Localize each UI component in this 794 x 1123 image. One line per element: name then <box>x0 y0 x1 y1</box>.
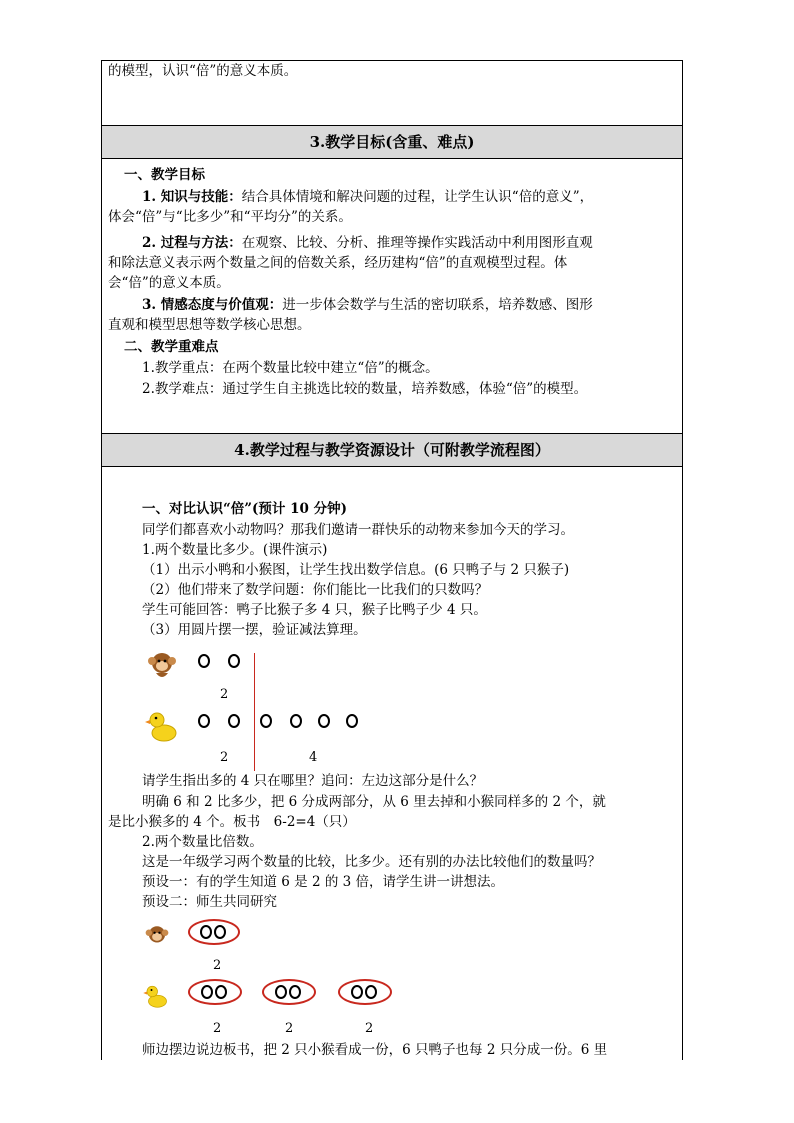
lesson-plan-table <box>101 60 683 1060</box>
duck-circle <box>198 714 210 728</box>
section4-header: 4.教学过程与教学资源设计（可附教学流程图） <box>102 433 682 467</box>
para-line: （3）用圆片摆一摆，验证减法算理。 <box>142 622 367 638</box>
goal3-line2: 直观和模型思想等数学核心思想。 <box>108 317 311 333</box>
para-line: 同学们都喜欢小动物吗？那我们邀请一群快乐的动物来参加今天的学习。 <box>142 522 574 538</box>
para-line: （2）他们带来了数学问题：你们能比一比我们的只数吗？ <box>142 582 489 598</box>
duck-circle <box>351 985 363 999</box>
monkey-circle <box>198 654 210 668</box>
goal1-line2: 体会“倍”与“比多少”和“平均分”的关系。 <box>108 209 352 225</box>
duck-circle <box>260 714 272 728</box>
duck-group-label: 2 <box>213 1021 222 1036</box>
goal2-line3: 会“倍”的意义本质。 <box>108 275 230 291</box>
duck-circle <box>290 714 302 728</box>
para-line: 师边摆边说边板书，把 2 只小猴看成一份，6 只鸭子也每 2 只分成一份。6 里 <box>142 1042 608 1058</box>
monkey-icon <box>144 923 170 949</box>
para-line: （1）出示小鸭和小猴图，让学生找出数学信息。(6 只鸭子与 2 只猴子) <box>142 562 570 578</box>
duck-circle <box>275 985 287 999</box>
goal3-line1: 3. 情感态度与价值观：进一步体会数学与生活的密切联系，培养数感、图形 <box>142 297 593 313</box>
goal1-line1: 1. 知识与技能：结合具体情境和解决问题的过程，让学生认识“倍的意义”， <box>142 189 594 205</box>
para-line: 请学生指出多的 4 只在哪里？追问：左边这部分是什么？ <box>142 773 484 789</box>
para-line: 明确 6 和 2 比多少，把 6 分成两部分，从 6 里去掉和小猴同样多的 2 个，就 <box>142 794 606 810</box>
monkey-count-label: 2 <box>220 687 229 702</box>
para-line: 1.两个数量比多少。(课件演示) <box>142 542 328 558</box>
key-heading: 二、教学重难点 <box>124 339 219 355</box>
duck-left-label: 2 <box>220 750 229 765</box>
section3-header: 3.教学目标(含重、难点) <box>102 125 682 159</box>
goal2-line2: 和除法意义表示两个数量之间的倍数关系，经历建构“倍”的直观模型过程。体 <box>108 255 568 271</box>
divider-line <box>254 653 255 771</box>
monkey-circle <box>200 925 212 939</box>
duck-group-label: 2 <box>365 1021 374 1036</box>
duck-right-label: 4 <box>309 750 318 765</box>
duck-icon <box>144 983 168 1009</box>
duck-circle <box>228 714 240 728</box>
duck-circle <box>318 714 330 728</box>
para-line: 2.两个数量比倍数。 <box>142 834 263 850</box>
para-line: 预设二：师生共同研究 <box>142 894 277 910</box>
para-line: 学生可能回答：鸭子比猴子多 4 只，猴子比鸭子少 4 只。 <box>142 602 487 618</box>
duck-circle <box>346 714 358 728</box>
key-point: 1.教学重点：在两个数量比较中建立“倍”的概念。 <box>142 360 439 376</box>
part1-heading: 一、对比认识“倍”(预计 10 分钟) <box>142 501 347 517</box>
duck-circle <box>201 985 213 999</box>
duck-icon <box>146 709 178 743</box>
goal2-line1: 2. 过程与方法：在观察、比较、分析、推理等操作实践活动中利用图形直观 <box>142 235 593 251</box>
para-line: 是比小猴多的 4 个。板书 6-2=4（只） <box>108 814 356 830</box>
monkey-circle <box>214 925 226 939</box>
monkey-circle <box>228 654 240 668</box>
duck-circle <box>365 985 377 999</box>
duck-circle <box>289 985 301 999</box>
duck-circle <box>215 985 227 999</box>
duck-group-label: 2 <box>285 1021 294 1036</box>
top-cell-text: 的模型，认识“倍”的意义本质。 <box>108 63 298 79</box>
goals-heading: 一、教学目标 <box>124 167 205 183</box>
monkey-group-label: 2 <box>213 958 222 973</box>
monkey-icon <box>146 649 178 681</box>
para-line: 这是一年级学习两个数量的比较，比多少。还有别的办法比较他们的数量吗？ <box>142 854 601 870</box>
difficult-point: 2.教学难点：通过学生自主挑选比较的数量，培养数感，体验“倍”的模型。 <box>142 381 588 397</box>
para-line: 预设一：有的学生知道 6 是 2 的 3 倍，请学生讲一讲想法。 <box>142 874 505 890</box>
